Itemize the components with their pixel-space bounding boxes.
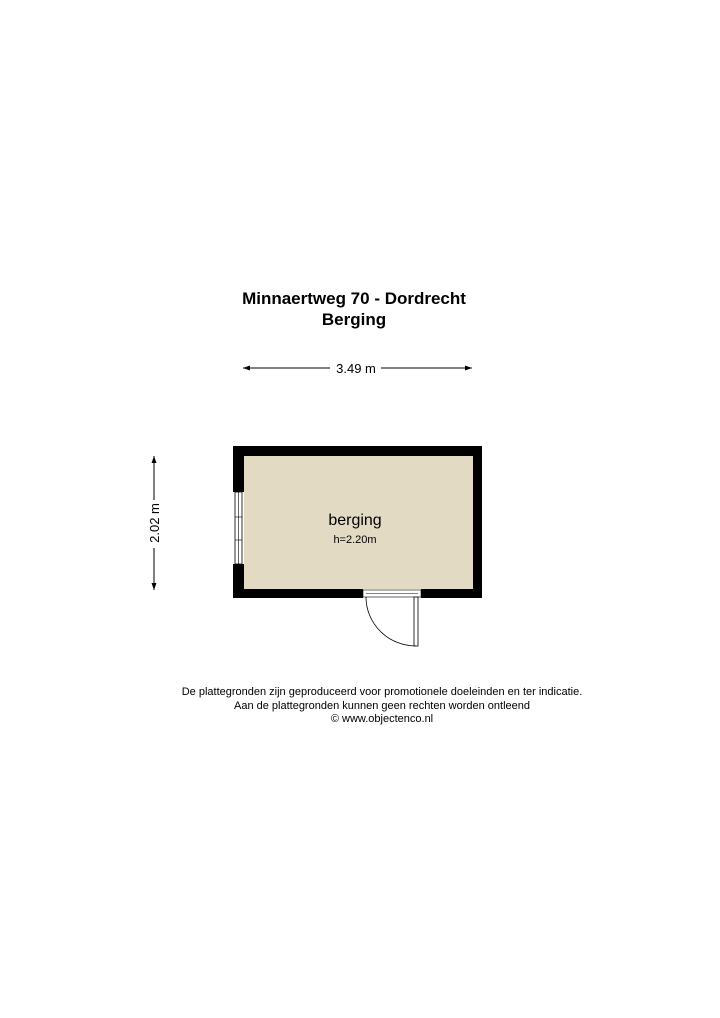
room-name: berging (328, 512, 382, 529)
wall-right (473, 446, 482, 598)
floor-title: Berging (321, 310, 387, 329)
depth-label: 2.02 m (147, 503, 162, 543)
depth-arrow-top (152, 456, 157, 463)
wall-bottom-left (233, 589, 363, 598)
window-left (235, 492, 242, 564)
width-arrow-right (465, 366, 472, 371)
copyright-line: © www.objectenco.nl (330, 713, 434, 725)
disclaimer-line-1: De plattegronden zijn geproduceerd voor promotionele doeleinden en ter indicatie. (181, 686, 583, 698)
depth-dimension (147, 456, 162, 590)
wall-left-upper (233, 446, 244, 492)
address-title: Minnaertweg 70 - Dordrecht (242, 289, 466, 308)
width-arrow-left (243, 366, 250, 371)
door (363, 590, 421, 646)
door-swing-arc (366, 597, 416, 646)
disclaimer-line-2: Aan de plattegronden kunnen geen rechten worden ontleend (233, 699, 530, 712)
disclaimer (0, 686, 720, 727)
room-height: h=2.20m (333, 534, 377, 546)
width-dimension (243, 361, 472, 376)
depth-arrow-bottom (152, 583, 157, 590)
width-label: 3.49 m (336, 361, 376, 376)
door-leaf (414, 597, 418, 646)
wall-top (233, 446, 482, 456)
wall-bottom-right (421, 589, 482, 598)
